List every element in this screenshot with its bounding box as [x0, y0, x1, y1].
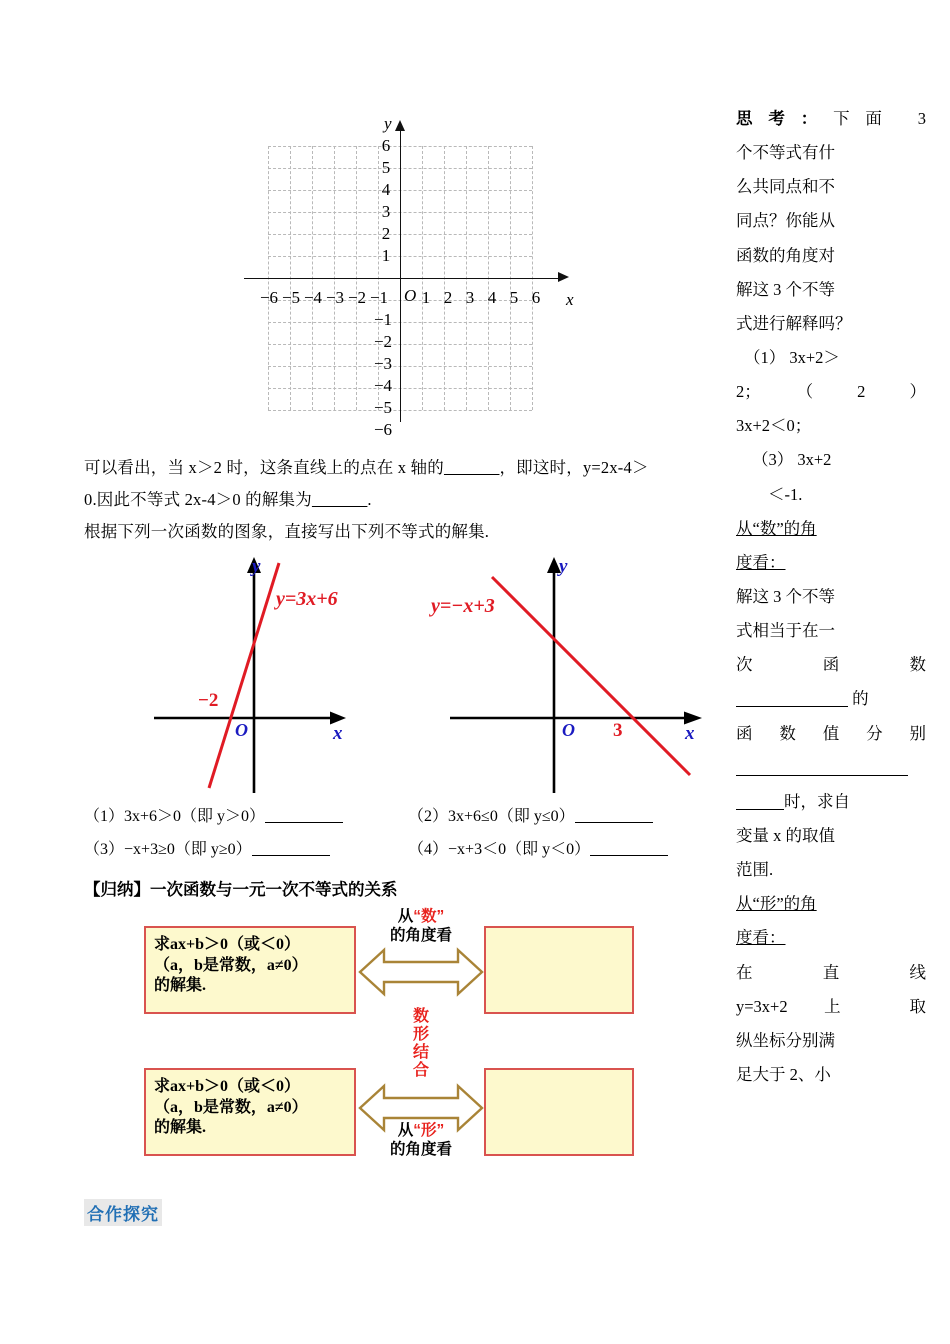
- sidebar-line: 次 函 数: [736, 655, 926, 675]
- coordinate-grid-figure: [244, 110, 584, 440]
- graph-left-x-label: x: [333, 722, 343, 744]
- sidebar-line: 函 数 值 分 别: [736, 723, 926, 743]
- exercise-row: [84, 833, 732, 867]
- graph-y-eq-3x-plus-6: [154, 553, 414, 798]
- y-axis-label: y: [384, 114, 392, 133]
- diagram-center-label: 数 形 结 合: [412, 1008, 429, 1080]
- sidebar-inequality-3-tail: ＜-1.: [768, 484, 803, 504]
- paragraph-observation: [84, 452, 732, 484]
- x-tick-label: −6: [259, 288, 279, 307]
- diagram-box-2-text: [146, 1070, 354, 1142]
- y-axis: [400, 130, 401, 422]
- diagram-box-graph-target: [484, 1068, 634, 1156]
- graph-left-x-intercept-label: −2: [198, 689, 219, 711]
- sidebar-line: 足大于 2、小: [736, 1064, 831, 1084]
- sidebar-line: 变量 x 的取值: [736, 825, 835, 845]
- para1-part-a: 可以看出，当 x＞2 时，这条直线上的点在 x 轴的: [84, 458, 444, 477]
- y-tick-label: −3: [373, 354, 393, 373]
- graph-right-y-label: y: [559, 555, 568, 577]
- y-tick-label: 2: [381, 224, 391, 243]
- x-tick-label: 1: [421, 288, 431, 307]
- x-tick-label: −5: [281, 288, 301, 307]
- box2-line1: 求ax+b＞0（或＜0）: [154, 1078, 301, 1096]
- sidebar-line-text: 下面 3: [833, 109, 927, 128]
- sidebar-line: 纵坐标分别满: [736, 1030, 835, 1050]
- arrow-top-cap-pre: 从: [397, 908, 414, 926]
- exercise-expression: −x+3＜0（即 y＜0）: [448, 841, 591, 859]
- x-tick-label: 3: [465, 288, 475, 307]
- exercise-item: [408, 800, 732, 834]
- x-axis-arrow-icon: [558, 272, 569, 282]
- diagram-box-algebra-target: [484, 926, 634, 1014]
- y-tick-label: −6: [373, 420, 393, 439]
- arrow-bottom-cap-pre: 从: [397, 1122, 414, 1140]
- sidebar-line: 式进行解释吗？: [736, 313, 852, 333]
- y-tick-label: 3: [381, 202, 391, 221]
- sidebar-line: 解这 3 个不等: [736, 586, 835, 606]
- exercise-list: [84, 800, 732, 867]
- answer-blank[interactable]: [252, 855, 330, 856]
- sidebar-line: [736, 102, 926, 136]
- y-tick-label: 1: [381, 246, 391, 265]
- graph-right-svg: [432, 553, 722, 793]
- para1-part-b: ，即这时，y=2x-4＞: [499, 458, 649, 477]
- exercise-expression: 3x+6≤0（即 y≤0）: [448, 807, 575, 825]
- main-content-column: [84, 100, 732, 1166]
- sidebar-ineq-2-num: （2）: [760, 382, 926, 402]
- sidebar-fill-blank[interactable]: [736, 706, 848, 707]
- x-tick-label: 2: [443, 288, 453, 307]
- y-tick-label: 6: [381, 136, 391, 155]
- sidebar-line: 函数的角度对: [736, 245, 835, 265]
- x-tick-label: −1: [369, 288, 389, 307]
- x-tick-label: 5: [509, 288, 519, 307]
- sidebar-line: 在 直 线: [736, 962, 926, 982]
- exercise-item: [84, 833, 408, 867]
- graph-left-origin-label: O: [235, 719, 248, 740]
- exercise-item: [84, 800, 408, 834]
- box1-line1: 求ax+b＞0（或＜0）: [154, 936, 301, 954]
- section-label-cooperative-inquiry: 合作探究: [84, 1199, 162, 1226]
- graph-right-origin-label: O: [562, 719, 575, 740]
- sidebar-inequality-2: 3x+2＜0；: [736, 416, 812, 436]
- function-graphs-row: [84, 553, 732, 798]
- sidebar-line: 范围.: [736, 860, 774, 880]
- summary-diagram: [144, 908, 744, 1166]
- sidebar-heading-xing: 从“形”的角: [736, 894, 817, 914]
- sidebar-line: 个不等式有什: [736, 143, 835, 163]
- sidebar-line: [736, 751, 926, 785]
- x-tick-label: −2: [347, 288, 367, 307]
- exercise-number: （4）: [408, 841, 449, 859]
- sidebar-notes-column: [736, 102, 926, 1092]
- box1-line2: （a，b是常数，a≠0）: [154, 956, 308, 974]
- arrow-top-caption: [362, 908, 480, 945]
- arrow-top-cap-post: 的角度看: [389, 926, 452, 944]
- box2-line3: 的解集.: [154, 1119, 207, 1137]
- sidebar-heading-shu-cont: 度看：: [736, 552, 786, 572]
- exercise-expression: −x+3≥0（即 y≥0）: [124, 841, 252, 859]
- answer-blank[interactable]: [590, 855, 668, 856]
- graph-right-x-label: x: [685, 722, 695, 744]
- y-tick-label: −2: [373, 332, 393, 351]
- sidebar-ineq-1-tail: 2；: [736, 382, 761, 402]
- sidebar-line: [736, 375, 926, 409]
- sidebar-inequality-1: （1） 3x+2＞: [744, 347, 840, 367]
- exercise-number: （2）: [408, 807, 449, 825]
- x-tick-label: 4: [487, 288, 497, 307]
- x-tick-label: 6: [531, 288, 541, 307]
- fill-blank[interactable]: [444, 458, 500, 477]
- x-tick-label: −3: [325, 288, 345, 307]
- sidebar-line: y=3x+2 上 取: [736, 996, 926, 1016]
- sidebar-line: 式相当于在一: [736, 621, 835, 641]
- diagram-box-graph-source: [144, 1068, 356, 1156]
- arrow-bottom-cap-quoted: “形”: [413, 1122, 445, 1140]
- exercise-number: （1）: [84, 807, 125, 825]
- sidebar-line: [736, 682, 926, 716]
- sidebar-inequality-3: （3） 3x+2: [752, 450, 832, 470]
- exercise-item: [408, 833, 732, 867]
- y-tick-label: 5: [381, 158, 391, 177]
- paragraph-instruction: 根据下列一次函数的图象，直接写出下列不等式的解集.: [84, 522, 490, 542]
- graph-left-y-label: y: [252, 555, 261, 577]
- graph-left-equation-label: y=3x+6: [276, 587, 338, 610]
- box2-line2: （a，b是常数，a≠0）: [154, 1098, 308, 1116]
- x-axis-label: x: [566, 290, 574, 309]
- y-tick-label: −1: [373, 310, 393, 329]
- y-axis-arrow-icon: [395, 120, 405, 131]
- arrow-double-top: [358, 944, 484, 1000]
- diagram-box-1-text: [146, 928, 354, 1000]
- sidebar-line-text: 时，求自: [784, 791, 850, 811]
- sidebar-fill-blank[interactable]: [736, 809, 784, 810]
- exercise-number: （3）: [84, 841, 125, 859]
- sidebar-fill-blank[interactable]: [736, 775, 908, 776]
- paragraph-observation-cont: [84, 484, 732, 516]
- sidebar-line: 同点？你能从: [736, 211, 835, 231]
- arrow-bottom-cap-post: 的角度看: [389, 1140, 452, 1158]
- sidebar-heading-xing-cont: 度看：: [736, 928, 786, 948]
- sidebar-line-text: 的: [852, 689, 869, 709]
- exercise-expression: 3x+6＞0（即 y＞0）: [124, 807, 266, 825]
- y-tick-label: −5: [373, 398, 393, 417]
- origin-label: O: [404, 286, 417, 305]
- answer-blank[interactable]: [265, 822, 343, 823]
- para1-part-c: 0.因此不等式 2x-4＞0 的解集为: [84, 490, 312, 510]
- y-tick-label: −4: [373, 376, 393, 395]
- para1-part-d: .: [367, 490, 372, 510]
- sidebar-line: 么共同点和不: [736, 177, 835, 197]
- exercise-row: [84, 800, 732, 834]
- diagram-box-algebra-source: [144, 926, 356, 1014]
- x-axis: [244, 278, 560, 279]
- sidebar-thinking-label: 思考：: [736, 109, 834, 128]
- sidebar-heading-shu: 从“数”的角: [736, 518, 817, 538]
- fill-blank[interactable]: [312, 490, 368, 509]
- graph-right-equation-label: y=−x+3: [431, 594, 495, 617]
- summary-heading: 【归纳】一次函数与一元一次不等式的关系: [84, 879, 398, 899]
- answer-blank[interactable]: [575, 822, 653, 823]
- graph-y-eq-minus-x-plus-3: [432, 553, 722, 798]
- arrow-top-cap-quoted: “数”: [413, 908, 445, 926]
- sidebar-line: 解这 3 个不等: [736, 279, 835, 299]
- box1-line3: 的解集.: [154, 977, 207, 995]
- x-tick-label: −4: [303, 288, 323, 307]
- graph-right-x-intercept-label: 3: [613, 719, 623, 741]
- sidebar-line: [736, 785, 926, 819]
- arrow-bottom-caption: [362, 1122, 480, 1159]
- y-tick-label: 4: [381, 180, 391, 199]
